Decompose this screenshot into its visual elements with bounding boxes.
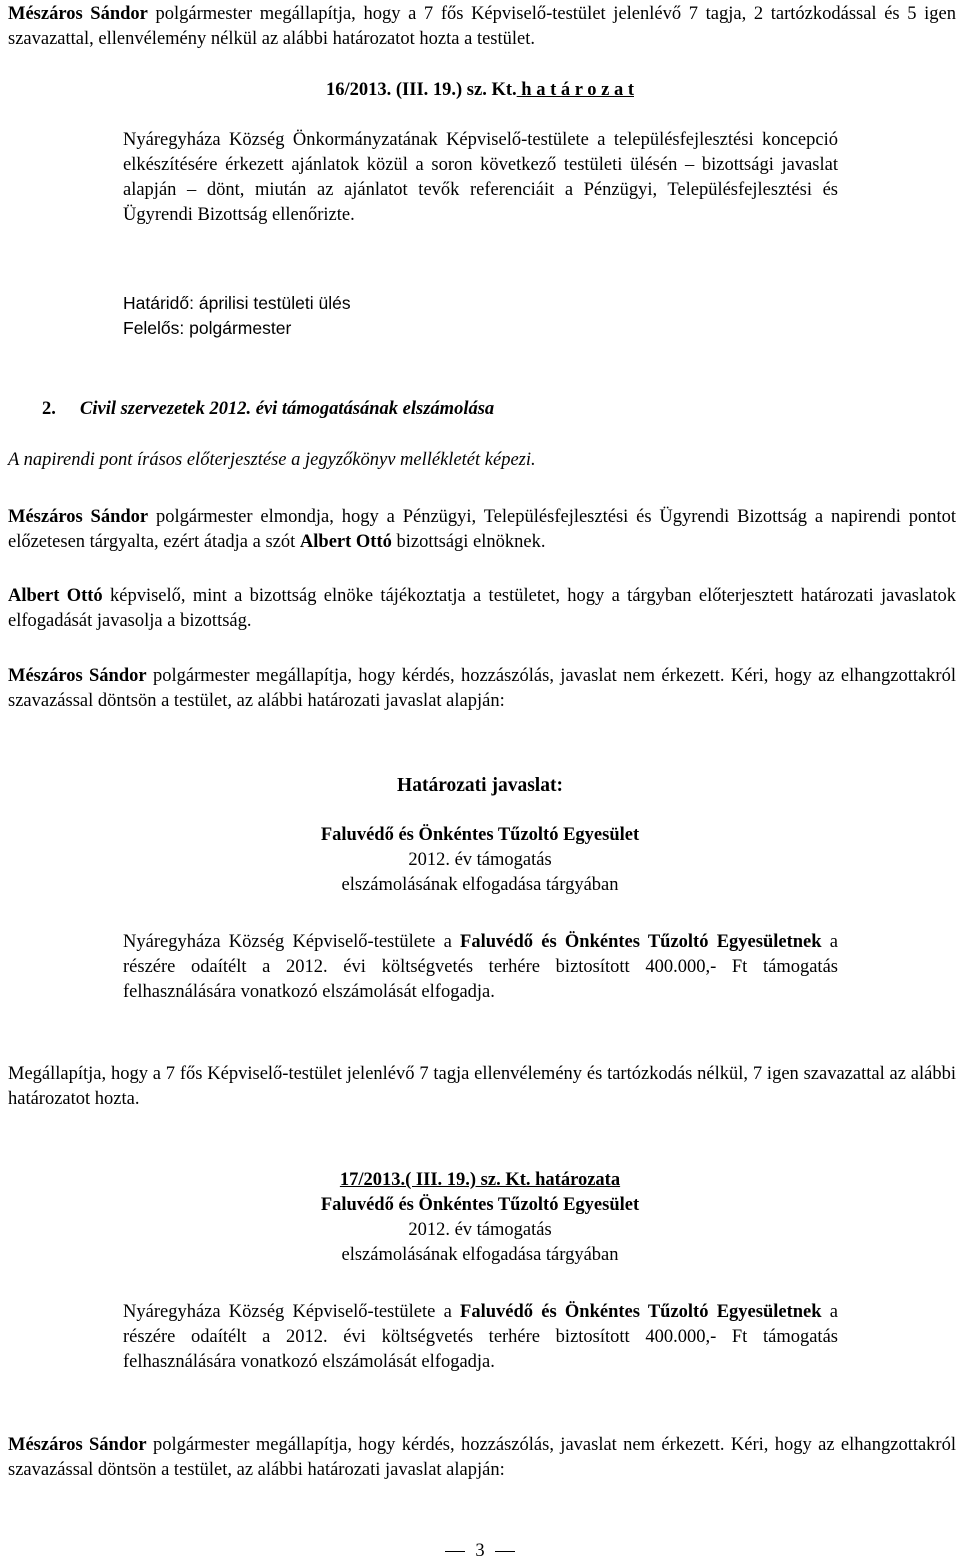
paragraph-text: polgármester megállapítja, hogy a 7 fős Képviselő-testület jelenlévő 7 tagja, 2 tartózkodással és 5 igen szavazattal, ellenvélemény nélkül az alábbi határozatot hozta a testület. [8, 4, 956, 49]
paragraph-vote-result-1 [8, 2, 956, 52]
speaker-name: Albert Ottó [8, 586, 103, 606]
paragraph-mayor-statement: Mészáros Sándor polgármester elmondja, hogy a Pénzügyi, Településfejlesztési és Ügyrendi Bizottság a napirendi pontot előzetesen tárgyalta, ezért átadja a szót Albert Ottó bizottsági elnöknek. [8, 507, 956, 552]
speaker-name: Mészáros Sándor [8, 1435, 147, 1455]
footer-dash-right [495, 1551, 515, 1552]
proposal-org-name: Faluvédő és Önkéntes Tűzoltó Egyesület [320, 825, 640, 845]
resolution-17-heading: 17/2013.( III. 19.) sz. Kt. határozata [339, 1170, 621, 1190]
speaker-name: Mészáros Sándor [8, 507, 149, 527]
proposal-subject-line-2: elszámolásának elfogadása tárgyában [341, 875, 619, 895]
resolution-17-subject-line-2: elszámolásának elfogadása tárgyában [341, 1245, 619, 1265]
agenda-item-title: Civil szervezetek 2012. évi támogatásának elszámolása [80, 399, 495, 419]
agenda-item-note: A napirendi pont írásos előterjesztése a jegyzőkönyv mellékletét képezi. [8, 450, 536, 470]
footer-dash-left [445, 1551, 465, 1552]
page-number: 3 [475, 1541, 485, 1561]
resolution-17-subject-line-1: 2012. év támogatás [408, 1220, 552, 1240]
paragraph-committee-chair: Albert Ottó képviselő, mint a bizottság elnöke tájékoztatja a testületet, hogy a tárgyban előterjesztett határozati javaslatok elfogadását javasolja a bizottság. [8, 586, 956, 631]
resolution-17-body: Nyáregyháza Község Képviselő-testülete a Faluvédő és Önkéntes Tűzoltó Egyesületnek a részére odaítélt a 2012. évi költségvetés terhére biztosított 400.000,- Ft támogatás felhasználására vonatkozó elszámolását elfogadja. [123, 1302, 838, 1372]
speaker-name: Mészáros Sándor [8, 4, 148, 24]
proposal-heading: Határozati javaslat: [397, 775, 563, 796]
proposal-body: Nyáregyháza Község Képviselő-testülete a Faluvédő és Önkéntes Tűzoltó Egyesületnek a részére odaítélt a 2012. évi költségvetés terhére biztosított 400.000,- Ft támogatás felhasználására vonatkozó elszámolását elfogadja. [123, 932, 838, 1002]
resolution-16-body: Nyáregyháza Község Önkormányzatának Képviselő-testülete a településfejlesztési koncepció elkészítésére érkezett ajánlatok közül a soron következő testületi ülésén – bizottsági javaslat alapján – dönt, miután az ajánlatot tevők referenciáit a Pénzügyi, Településfejlesztési és Ügyrendi Bizottság ellenőrizte. [123, 130, 838, 225]
proposal-subject-line-1: 2012. év támogatás [408, 850, 552, 870]
resolution-17-org-name: Faluvédő és Önkéntes Tűzoltó Egyesület [320, 1195, 640, 1215]
committee-chair-name: Albert Ottó [299, 532, 392, 552]
resolution-16-responsible: Felelős: polgármester [123, 318, 292, 338]
paragraph-vote-result-2: Megállapítja, hogy a 7 fős Képviselő-testület jelenlévő 7 tagja ellenvélemény és tartózkodás nélkül, 7 igen szavazattal az alábbi határozatot hozta. [8, 1064, 956, 1109]
resolution-16-heading [0, 78, 960, 103]
agenda-item-number: 2. [42, 399, 56, 419]
resolution-16-number: 16/2013. (III. 19.) sz. Kt. [326, 80, 517, 100]
paragraph-mayor-question: Mészáros Sándor polgármester megállapítja, hogy kérdés, hozzászólás, javaslat nem érkezett. Kéri, hogy az elhangzottakról szavazással döntsön a testület, az alábbi határozati javaslat alapján: [8, 666, 956, 711]
page-footer [0, 1541, 960, 1561]
resolution-16-deadline: Határidő: áprilisi testületi ülés [123, 293, 351, 313]
paragraph-mayor-question-2: Mészáros Sándor polgármester megállapítja, hogy kérdés, hozzászólás, javaslat nem érkezett. Kéri, hogy az elhangzottakról szavazással döntsön a testület, az alábbi határozati javaslat alapján: [8, 1435, 956, 1480]
speaker-name: Mészáros Sándor [8, 666, 147, 686]
resolution-16-word: h a t á r o z a t [516, 80, 634, 100]
